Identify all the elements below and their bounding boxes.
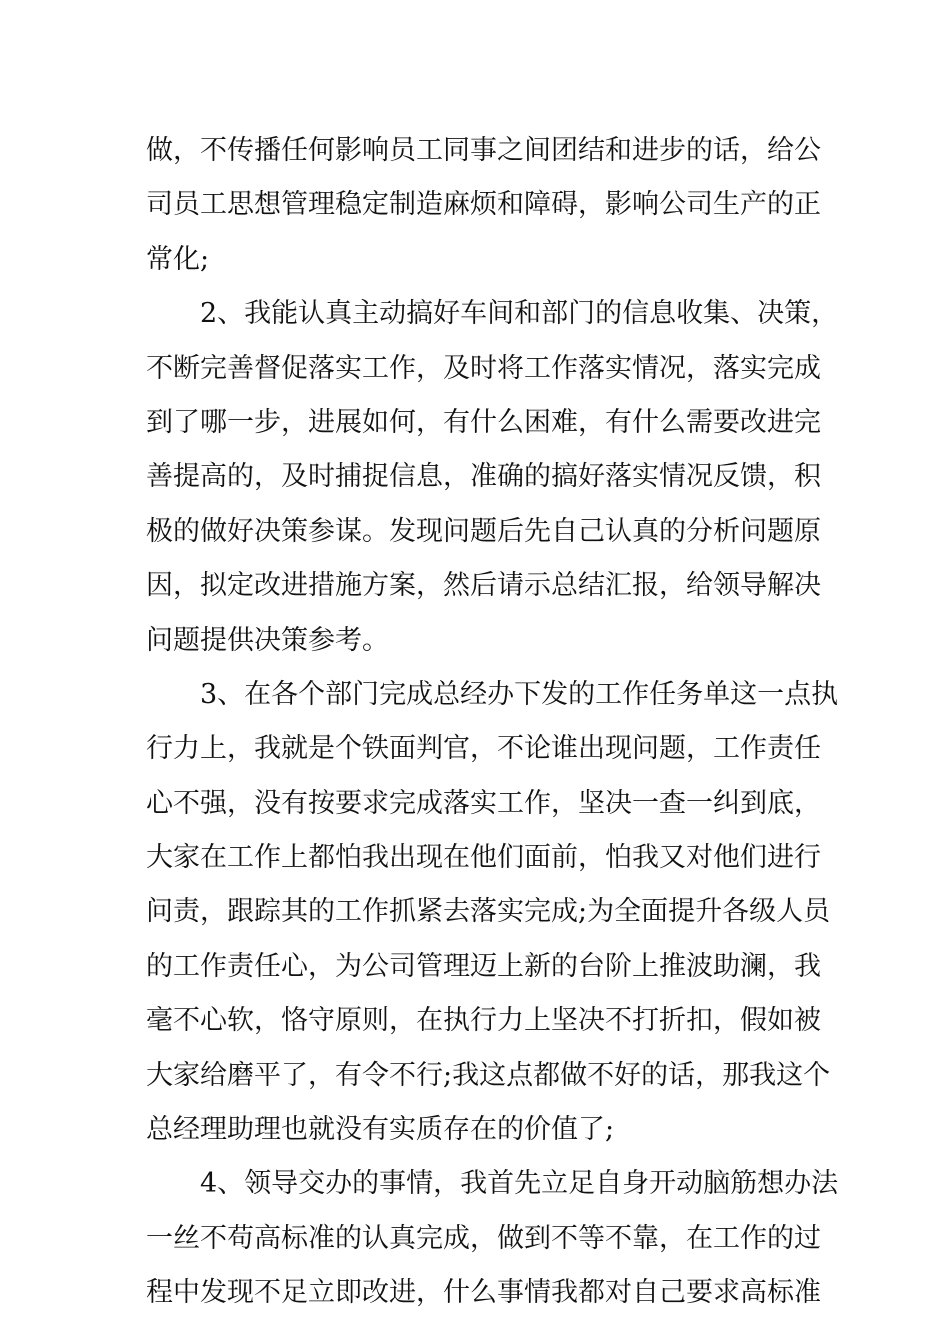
text-line: 问题提供决策参考。 bbox=[146, 624, 389, 656]
text-line: 问责，跟踪其的工作抓紧去落实完成;为全面提升各级人员 bbox=[146, 896, 831, 928]
document-body bbox=[146, 124, 839, 1321]
text-line: 一丝不苟高标准的认真完成，做到不等不靠，在工作的过 bbox=[146, 1222, 821, 1254]
paragraph-start-2: 2、我能认真主动搞好车间和部门的信息收集、决策， bbox=[200, 298, 839, 330]
text-line: 大家给磨平了，有令不行;我这点都做不好的话，那我这个 bbox=[146, 1059, 831, 1091]
text-line: 极的做好决策参谋。发现问题后先自己认真的分析问题原 bbox=[146, 515, 821, 547]
text-line: 善提高的，及时捕捉信息，准确的搞好落实情况反馈，积 bbox=[146, 461, 821, 493]
paragraph-start-3: 3、在各个部门完成总经办下发的工作任务单这一点执 bbox=[200, 678, 839, 710]
text-line: 司员工思想管理稳定制造麻烦和障碍，影响公司生产的正 bbox=[146, 189, 821, 221]
text-line: 心不强，没有按要求完成落实工作，坚决一查一纠到底， bbox=[146, 787, 821, 819]
text-line: 大家在工作上都怕我出现在他们面前，怕我又对他们进行 bbox=[146, 842, 821, 874]
text-line: 行力上，我就是个铁面判官，不论谁出现问题，工作责任 bbox=[146, 733, 821, 765]
text-line: 到了哪一步，进展如何，有什么困难，有什么需要改进完 bbox=[146, 406, 821, 438]
text-line: 的工作责任心，为公司管理迈上新的台阶上推波助澜，我 bbox=[146, 950, 821, 982]
paragraph-start-4: 4、领导交办的事情，我首先立足自身开动脑筋想办法 bbox=[200, 1168, 839, 1200]
text-line: 不断完善督促落实工作，及时将工作落实情况，落实完成 bbox=[146, 352, 821, 384]
text-line: 毫不心软，恪守原则，在执行力上坚决不打折扣，假如被 bbox=[146, 1005, 821, 1037]
text-line: 做，不传播任何影响员工同事之间团结和进步的话，给公 bbox=[146, 135, 821, 166]
text-line: 因，拟定改进措施方案，然后请示总结汇报，给领导解决 bbox=[146, 570, 821, 602]
text-line: 总经理助理也就没有实质存在的价值了; bbox=[146, 1114, 615, 1146]
text-line: 常化; bbox=[146, 243, 210, 275]
text-line: 程中发现不足立即改进，什么事情我都对自己要求高标准 bbox=[146, 1277, 821, 1309]
